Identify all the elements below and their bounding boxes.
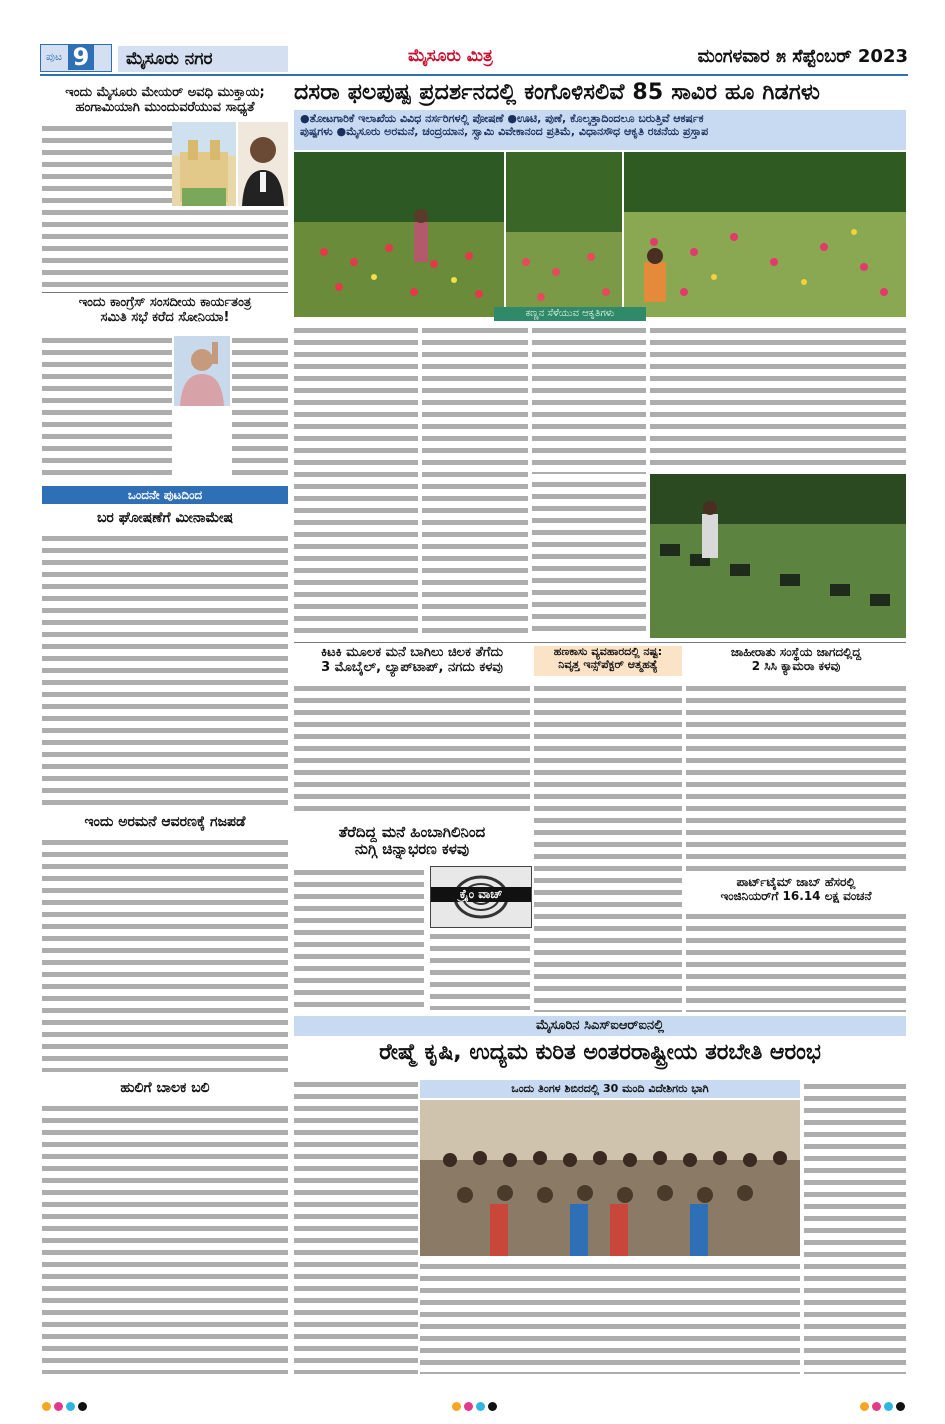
mayor-body-cont bbox=[42, 206, 288, 290]
palace-headline: ಇಂದು ಅರಮನೆ ಆವರಣಕ್ಕೆ ಗಜಪಡೆ bbox=[84, 814, 246, 830]
continued-from-page-one-bar: ಒಂದನೇ ಪುಟದಿಂದ bbox=[42, 486, 288, 504]
theft-headline: ಕಿಟಕಿ ಮೂಲಕ ಮನೆ ಬಾಗಿಲು ಚಿಲಕ ತೆಗೆದು 3 ಮೊಬೈಲ್, ಲ್ಯಾಪ್‌ಟಾಪ್, ನಗದು ಕಳವು bbox=[321, 645, 503, 675]
nursery-photo-4 bbox=[650, 474, 906, 638]
inspector-body bbox=[534, 682, 682, 1012]
sericulture-kicker: ಮೈಸೂರಿನ ಸಿಎಸ್‌ಐಆರ್‌ಐನಲ್ಲಿ bbox=[294, 1016, 906, 1036]
crime-watch-badge bbox=[430, 866, 532, 928]
camera-headline: ಜಾಹೀರಾತು ಸಂಸ್ಥೆಯ ಜಾಗದಲ್ಲಿದ್ದ 2 ಸಿಸಿ ಕ್ಯಾಮರಾ ಕಳವು bbox=[730, 645, 862, 673]
congress-body bbox=[42, 334, 172, 482]
page-number-box bbox=[40, 44, 112, 72]
theft-body bbox=[294, 682, 530, 818]
sericulture-photo-caption: ಒಂದು ತಿಂಗಳ ಶಿಬಿರದಲ್ಲಿ 30 ಮಂದಿ ವಿದೇಶಿಗರು ಭಾಗಿ bbox=[420, 1080, 800, 1098]
nursery-photo-2 bbox=[506, 152, 622, 317]
dasara-body-col-2 bbox=[422, 324, 528, 638]
sonia-gandhi-photo bbox=[174, 336, 230, 406]
dasara-subheadline: ●ತೋಟಗಾರಿಕೆ ಇಲಾಖೆಯ ವಿವಿಧ ನರ್ಸರಿಗಳಲ್ಲಿ ಪೋಷಣೆ ●ಊಟಿ, ಪುಣೆ, ಕೊಲ್ಕತ್ತಾದಿಂದಲೂ ಬರುತ್ತಿವೆ ಆಕರ್ಷಕ ಪುಷ್ಪಗಳು ●ಮೈಸೂರು ಅರಮನೆ, ಚಂದ್ರಯಾನ, ಸ್ವಾಮಿ ವಿವೇಕಾನಂದ ಪ್ರತಿಮೆ, ವಿಧಾನಸೌಧ ಆಕೃತಿ ರಚನೆಯ ಪ್ರಸ್ತಾಪ bbox=[294, 110, 906, 150]
jewel-headline: ತೆರೆದಿದ್ದ ಮನೆ ಹಿಂಬಾಗಿಲಿನಿಂದ ನುಗ್ಗಿ ಚಿನ್ನಾಭರಣ ಕಳವು bbox=[338, 823, 486, 859]
mayor-portrait bbox=[238, 122, 288, 206]
nursery-photo-3 bbox=[624, 152, 906, 317]
tiger-body bbox=[42, 1102, 288, 1374]
parttime-body bbox=[686, 910, 906, 1012]
page-number: 9 bbox=[68, 44, 94, 70]
sericulture-body-col-3 bbox=[804, 1080, 906, 1374]
dasara-body-col-4 bbox=[650, 324, 906, 470]
divider bbox=[294, 642, 906, 643]
dasara-photo-caption: ಕಣ್ಣನ ಸೆಳೆಯುವ ಆಕೃತಿಗಳು bbox=[494, 307, 646, 321]
crime-watch-label: ಕ್ರೈಂ ವಾಚ್ bbox=[431, 887, 531, 902]
section-name: ಮೈಸೂರು ನಗರ bbox=[118, 46, 288, 72]
jewel-body bbox=[294, 866, 424, 1010]
dasara-body-col-3b bbox=[532, 478, 646, 638]
divider bbox=[42, 292, 288, 293]
camera-body bbox=[686, 682, 906, 872]
mayor-body bbox=[42, 122, 172, 206]
mayor-headline: ಇಂದು ಮೈಸೂರು ಮೇಯರ್ ಅವಧಿ ಮುಕ್ತಾಯ; ಹಂಗಾಮಿಯಾಗಿ ಮುಂದುವರೆಯುವ ಸಾಧ್ಯತೆ bbox=[65, 85, 265, 115]
dasara-body-col-1 bbox=[294, 324, 418, 638]
parttime-headline: ಪಾರ್ಟ್‌ಟೈಮ್ ಜಾಬ್ ಹೆಸರಲ್ಲಿ ಇಂಜಿನಿಯರ್‌ಗೆ 16.14 ಲಕ್ಷ ವಂಚನೆ bbox=[720, 875, 872, 903]
nursery-photo-1 bbox=[294, 152, 504, 317]
mayor-office-photo bbox=[172, 122, 236, 206]
drought-headline: ಬರ ಘೋಷಣೆಗೆ ಮೀನಾಮೇಷ bbox=[96, 510, 234, 526]
drought-body bbox=[42, 532, 288, 810]
folio-header bbox=[40, 44, 908, 76]
issue-date: ಮಂಗಳವಾರ ೫ ಸೆಪ್ಟೆಂಬರ್ 2023 bbox=[697, 46, 908, 67]
sericulture-body-col-1 bbox=[294, 1078, 418, 1374]
sericulture-headline: ರೇಷ್ಮೆ ಕೃಷಿ, ಉದ್ಯಮ ಕುರಿತ ಅಂತರರಾಷ್ಟ್ರೀಯ ತರಬೇತಿ ಆರಂಭ bbox=[379, 1040, 821, 1065]
newspaper-name: ಮೈಸೂರು ಮಿತ್ರ bbox=[408, 46, 493, 66]
tiger-headline: ಹುಲಿಗೆ ಬಾಲಕ ಬಲಿ bbox=[120, 1080, 210, 1096]
trainees-group-photo bbox=[420, 1100, 800, 1256]
dasara-headline: ದಸರಾ ಫಲಪುಷ್ಪ ಪ್ರದರ್ಶನದಲ್ಲಿ ಕಂಗೊಳಿಸಲಿವೆ 85 ಸಾವಿರ ಹೂ ಗಿಡಗಳು bbox=[294, 80, 821, 105]
dasara-body-col-3 bbox=[532, 324, 646, 474]
palace-body bbox=[42, 836, 288, 1072]
jewel-body-right bbox=[430, 930, 530, 1010]
sericulture-body-col-2 bbox=[420, 1260, 800, 1374]
congress-body-right bbox=[232, 334, 288, 482]
page-label: ಪುಟ bbox=[46, 50, 63, 63]
inspector-headline: ಹಣಕಾಸು ವ್ಯವಹಾರದಲ್ಲಿ ನಷ್ಟ: ನಿವೃತ್ತ ಇನ್ಸ್‌ಪೆಕ್ಟರ್ ಆತ್ಮಹತ್ಯೆ bbox=[534, 646, 682, 676]
congress-headline: ಇಂದು ಕಾಂಗ್ರೆಸ್ ಸಂಸದೀಯ ಕಾರ್ಯತಂತ್ರ ಸಮಿತಿ ಸಭೆ ಕರೆದ ಸೋನಿಯಾ! bbox=[78, 295, 252, 325]
